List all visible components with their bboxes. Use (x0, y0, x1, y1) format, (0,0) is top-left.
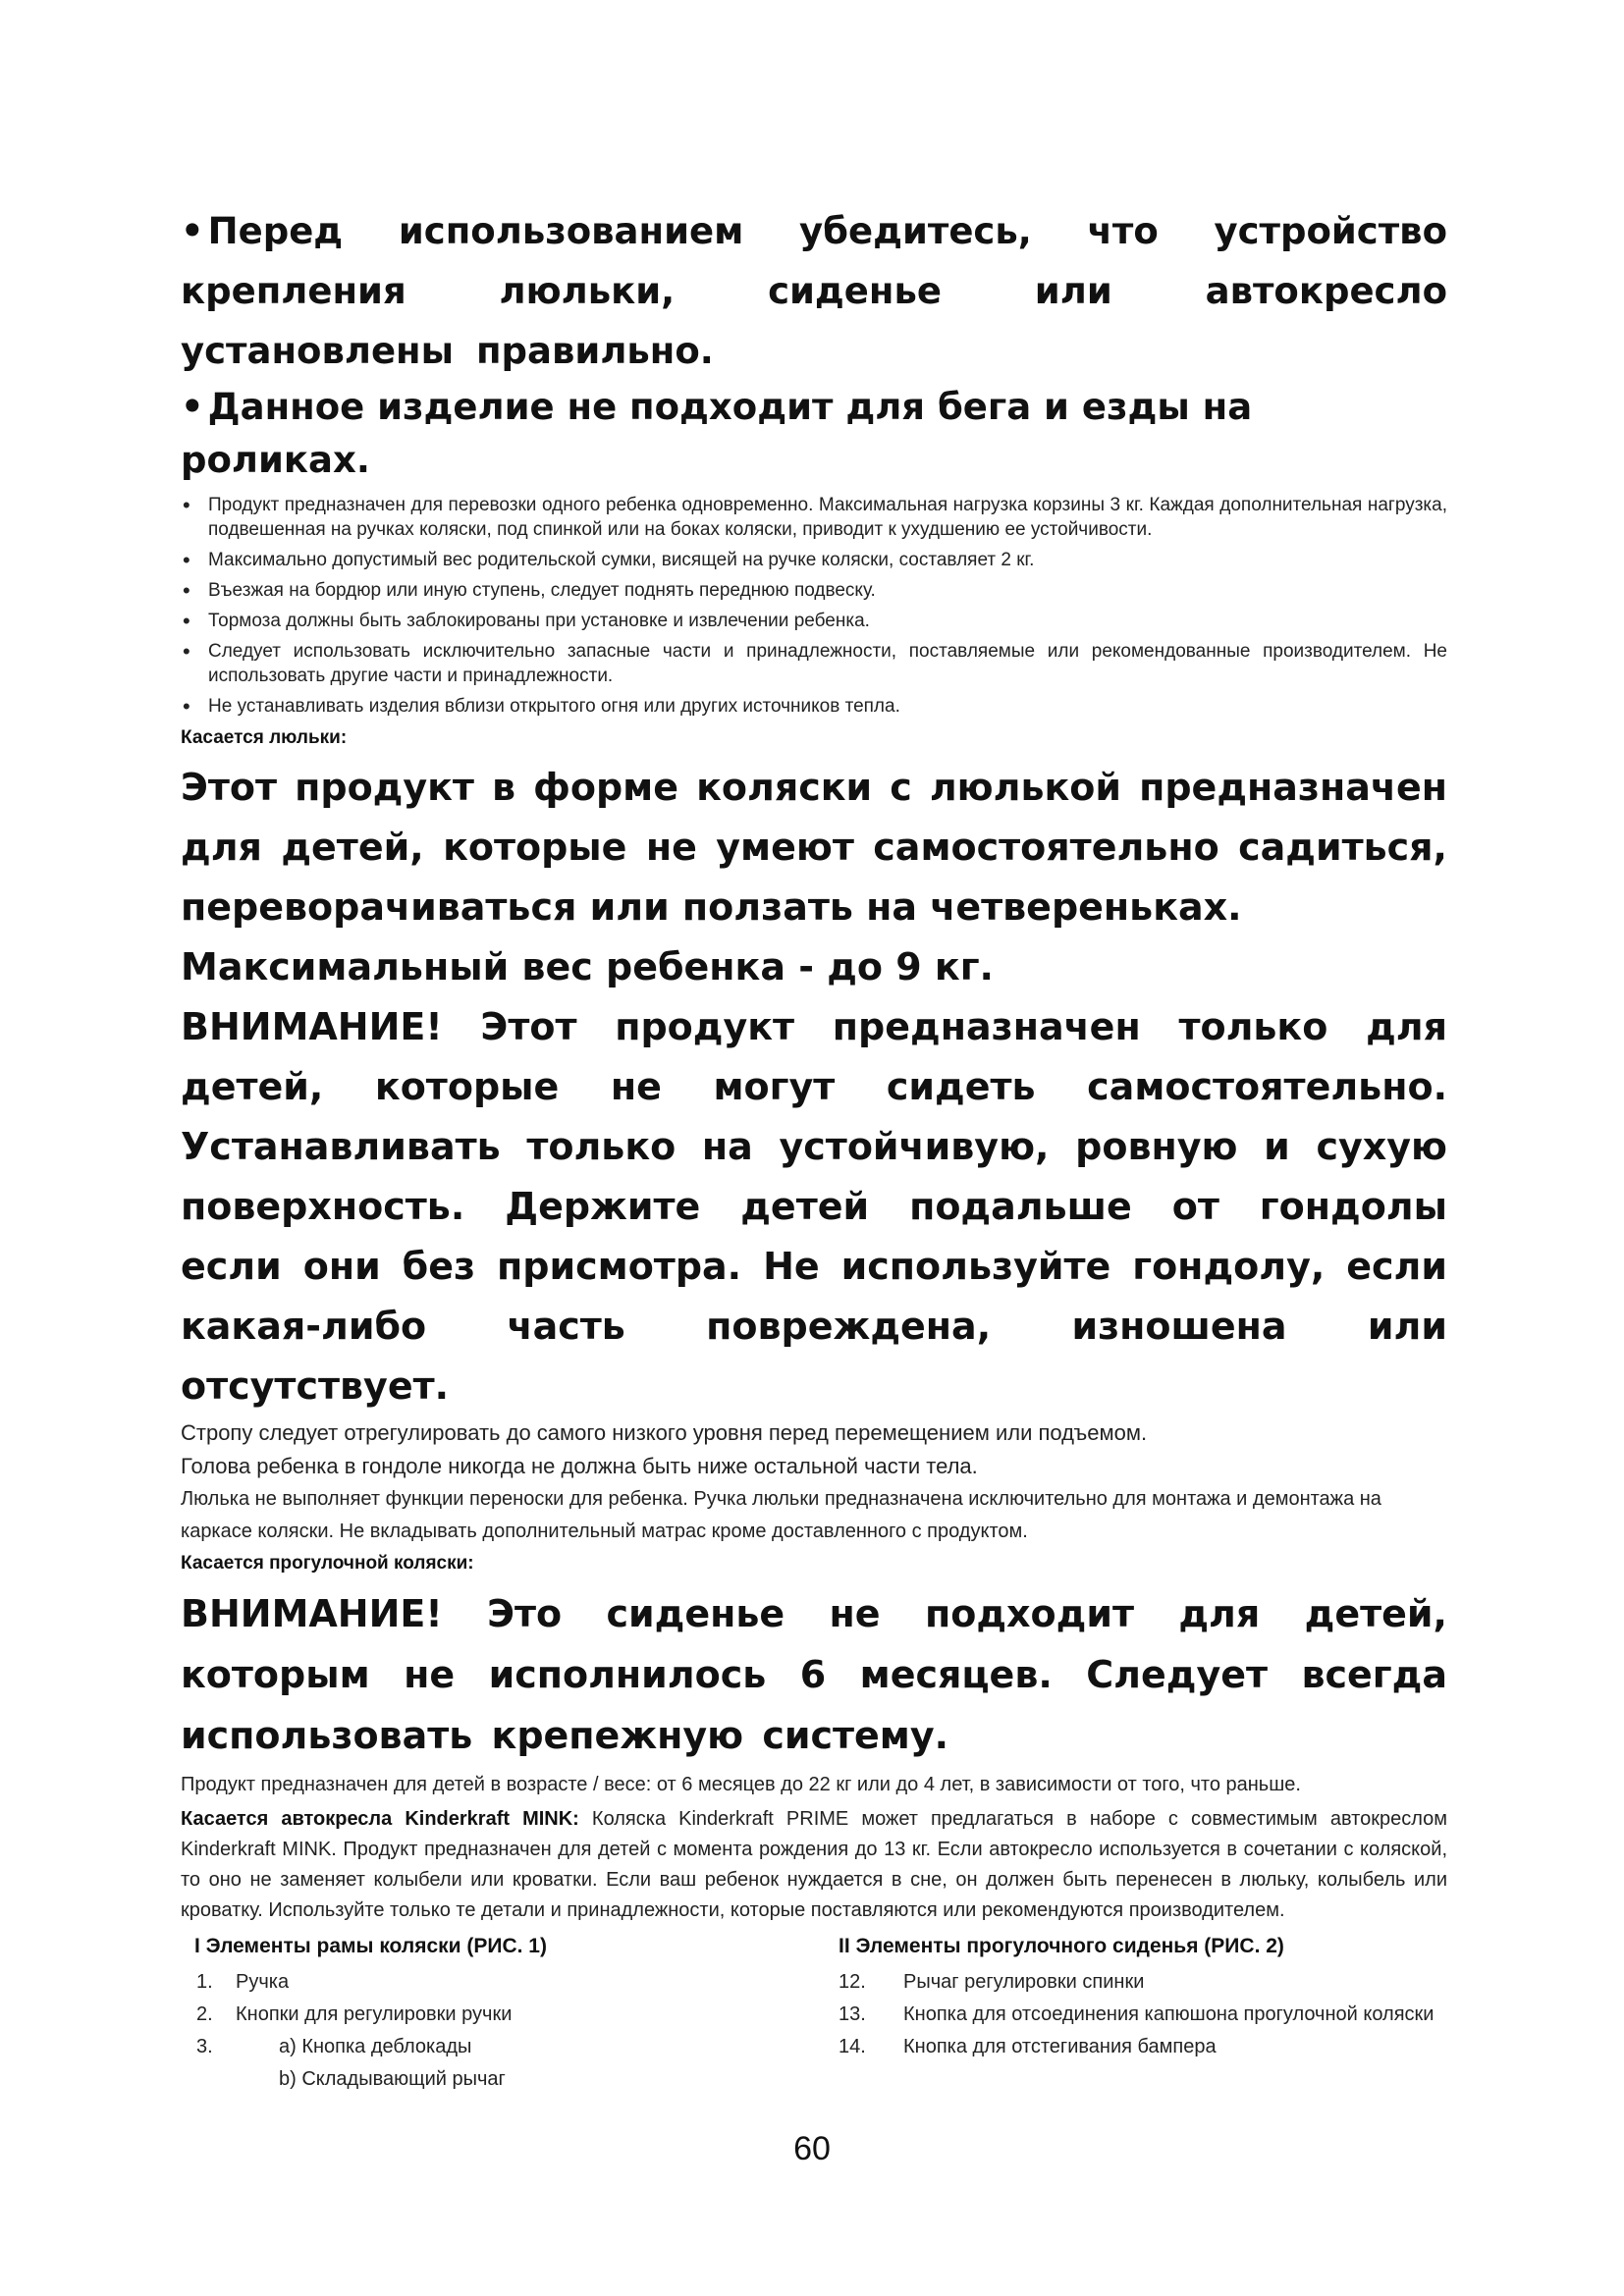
carrycot-head-note: Голова ребенка в гондоле никогда не должна быть ниже остальной части тела. (181, 1454, 978, 1478)
list-item: • Следует использовать исключительно запасные части и принадлежности, поставляемые или рекомендованные производителем. Не использовать другие части и принадлежности. (181, 639, 1447, 688)
list-item: 13. Кнопка для отсоединения капюшона прогулочной коляски (839, 2003, 1435, 2025)
frame-parts-column (181, 1932, 789, 2097)
seat-parts-list (839, 1967, 1447, 2062)
car-seat-label: Касается автокресла Kinderkraft MINK: (181, 1808, 579, 1830)
carrycot-strap-note: Стропу следует отрегулировать до самого низкого уровня перед перемещением или подъемом. (181, 1420, 1148, 1445)
list-item: 2. Кнопки для регулировки ручки (196, 2003, 513, 2025)
stroller-age-note: Продукт предназначен для детей в возрасте / весе: от 6 месяцев до 22 кг или до 4 лет, в зависимости от того, что раньше. (181, 1774, 1301, 1795)
list-item: • Въезжая на бордюр или иную ступень, следует поднять переднюю подвеску. (181, 578, 1447, 603)
carrycot-warning: ВНИМАНИЕ! Этот продукт предназначен только для детей, которые не могут сидеть самостоятельно. Устанавливать только на устойчивую, ровную и сухую поверхность. Держите детей подальше от гондолы если они без присмотра. Не используйте гондолу, если какая-либо часть повреждена, изношена или отсутствует. (181, 1005, 1447, 1408)
list-item: 14. Кнопка для отстегивания бампера (839, 2036, 1217, 2057)
carrycot-carry-note: Люлька не выполняет функции переноски для ребенка. Ручка люльки предназначена исключительно для монтажа и демонтажа на каркасе коляски. Не вкладывать дополнительный матрас кроме доставленного с продуктом. (181, 1488, 1381, 1542)
car-seat-text: Коляска Kinderkraft PRIME может предлагаться в наборе с совместимым автокреслом Kinderkraft MINK. Продукт предназначен для детей с момента рождения до 13 кг. Если автокресло используется в сочетании с коляской, то оно не заменяет колыбели или кроватки. Если ваш ребенок нуждается в сне, он должен быть перенесен в люльку, колыбель или кроватку. Используйте только те детали и принадлежности, которые поставляются или рекомендуются производителем. (181, 1808, 1447, 1921)
seat-parts-column (839, 1932, 1447, 2097)
list-item: 1. Ручка (196, 1971, 290, 1993)
carrycot-intro: Этот продукт в форме коляски с люлькой предназначен для детей, которые не умеют самостоятельно садиться, переворачиваться или ползать на четвереньках. (181, 766, 1447, 929)
stroller-warning: ВНИМАНИЕ! Это сиденье не подходит для детей, которым не исполнилось 6 месяцев. Следует всегда использовать крепежную систему. (181, 1592, 1447, 1757)
list-item: b) Складывающий рычаг (279, 2068, 506, 2090)
frame-parts-title: I Элементы рамы коляски (РИС. 1) (194, 1935, 547, 1957)
seat-parts-title: II Элементы прогулочного сиденья (РИС. 2) (839, 1935, 1284, 1957)
page-content (181, 201, 1447, 2097)
carrycot-max-weight: Максимальный вес ребенка - до 9 кг. (181, 945, 994, 988)
parts-lists (181, 1932, 1447, 2097)
list-item: 3. a) Кнопка деблокады (196, 2036, 472, 2057)
list-item: 12. Рычаг регулировки спинки (839, 1971, 1145, 1993)
frame-parts-list (181, 1967, 789, 2095)
lead-warning-2: • Данное изделие не подходит для бега и езды на роликах. (181, 381, 1447, 487)
lead-warning: • Перед использованием убедитесь, что устройство крепления люльки, сиденье или автокресло установлены правильно. (181, 201, 1447, 381)
general-warnings-list (181, 493, 1447, 719)
page-number: 60 (793, 2130, 831, 2167)
list-item: • Максимально допустимый вес родительской сумки, висящей на ручке коляски, составляет 2 кг. (181, 548, 1447, 572)
stroller-label: Касается прогулочной коляски: (181, 1553, 474, 1574)
car-seat-paragraph (181, 1804, 1447, 1926)
list-item: • Не устанавливать изделия вблизи открытого огня или других источников тепла. (181, 694, 1447, 719)
carrycot-label: Касается люльки: (181, 727, 348, 748)
list-item: • Продукт предназначен для перевозки одного ребенка одновременно. Максимальная нагрузка корзины 3 кг. Каждая дополнительная нагрузка, подвешенная на ручках коляски, под спинкой или на боках коляски, приводит к ухудшению ее устойчивости. (181, 493, 1447, 542)
list-item: • Тормоза должны быть заблокированы при установке и извлечении ребенка. (181, 609, 1447, 633)
